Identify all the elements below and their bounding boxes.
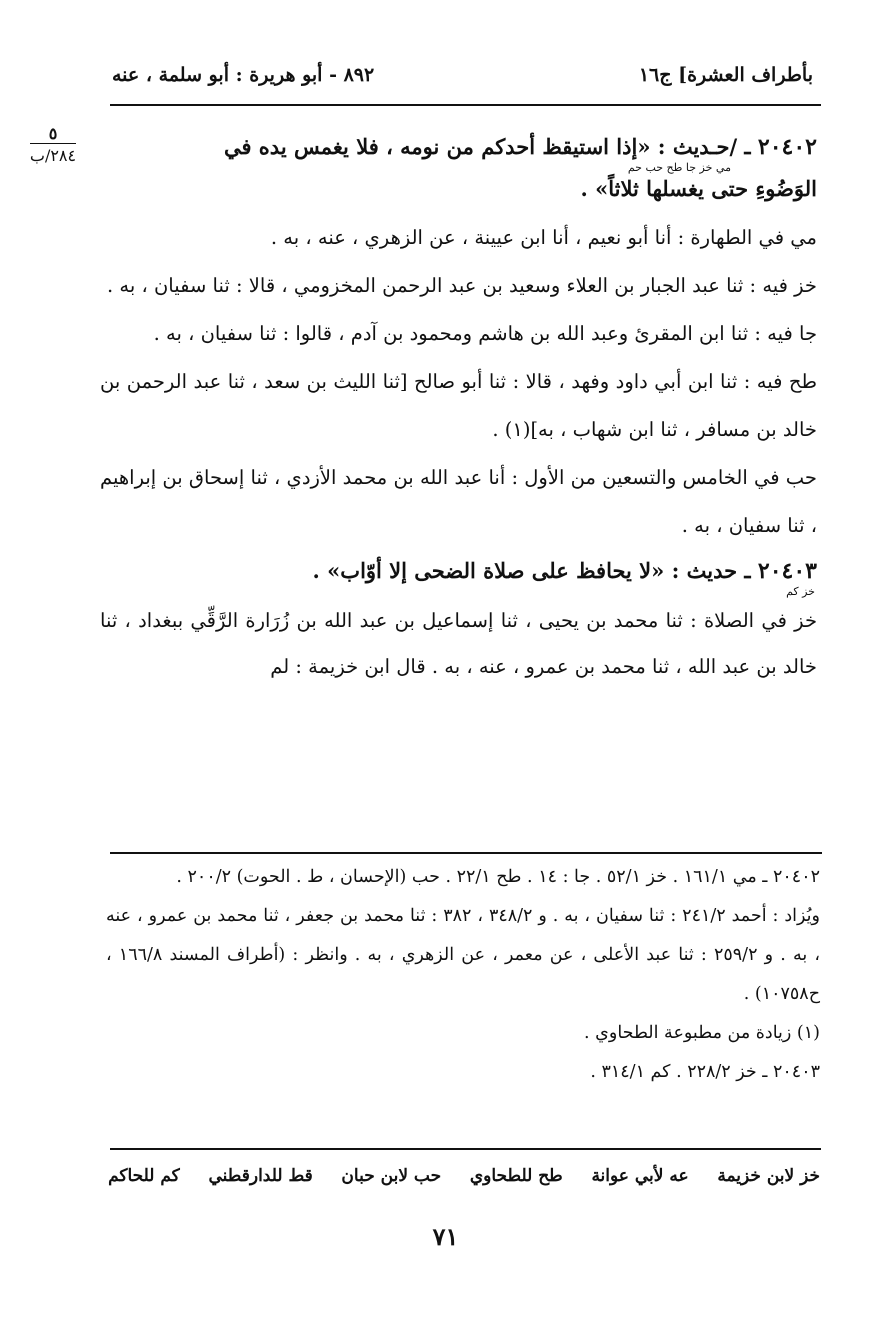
- isnad-tah: طح فيه : ثنا ابن أبي داود وفهد ، قالا : ثنا أبو صالح [ثنا الليث بن سعد ، ثنا عبد الرحمن بن خالد بن مسافر ، ثنا ابن شهاب ، به](١) .: [100, 370, 817, 441]
- isnad-hib: حب في الخامس والتسعين من الأول : أنا عبد الله بن محمد الأزدي ، ثنا إسحاق بن إبراهيم ، ثنا سفيان ، به .: [100, 466, 817, 537]
- legend-item: خز لابن خزيمة: [717, 1166, 820, 1186]
- hadith-sources-sigla: خز كم: [786, 585, 815, 598]
- running-header-section: ٨٩٢ - أبو هريرة : أبو سلمة ، عنه: [112, 64, 375, 86]
- footnote-sources-20402: ٢٠٤٠٢ ـ مي ١٦١/١ . خز ٥٢/١ . جا : ١٤ . طح ٢٢/١ . حب (الإحسان ، ط . الحوت) ٢٠٠/٢ .: [176, 867, 820, 887]
- legend-item: حب لابن حبان: [341, 1166, 442, 1186]
- legend-divider: [110, 1148, 821, 1150]
- hadith-text: ـ /حـديث : «إذا استيقظ أحدكم من نومه ، فلا يغمس يده في: [223, 134, 758, 159]
- margin-note-divider: [30, 143, 76, 144]
- legend-item: عه لأبي عوانة: [591, 1166, 689, 1186]
- margin-note: [18, 124, 88, 165]
- legend-item: طح للطحاوي: [469, 1166, 563, 1186]
- isnad-ja: جا فيه : ثنا ابن المقرئ وعبد الله بن هاشم ومحمود بن آدم ، قالوا : ثنا سفيان ، به .: [153, 322, 817, 345]
- footnote-divider: [110, 852, 822, 854]
- running-header-title: بأطراف العشرة] ج١٦: [638, 64, 813, 86]
- isnad-khuz: خز فيه : ثنا عبد الجبار بن العلاء وسعيد بن عبد الرحمن المخزومي ، قالا : ثنا سفيان ، به .: [107, 274, 817, 297]
- page-number: ٧١: [432, 1222, 459, 1251]
- isnad-mi: مي في الطهارة : أنا أبو نعيم ، أنا ابن عيينة ، عن الزهري ، عنه ، به .: [270, 226, 817, 249]
- hadith-number: ٢٠٤٠٣: [757, 558, 817, 584]
- hadith-text: ـ حديث : «لا يحافظ على صلاة الضحى إلا أوّاب» .: [312, 558, 758, 583]
- hadith-heading: [100, 556, 817, 586]
- main-text: [100, 132, 817, 690]
- header-divider: [110, 104, 821, 106]
- footnote-additional: ويُزاد : أحمد ٢٤١/٢ : ثنا سفيان ، به . و ٣٤٨/٢ ، ٣٨٢ : ثنا محمد بن جعفر ، ثنا محمد بن عمرو ، عنه ، به . و ٢٥٩/٢ : ثنا عبد الأعلى ، عن معمر ، عن الزهري ، به . وانظر : (أطراف المسند ١٦٦/٨ ، ح١٠٧٥٨) .: [106, 906, 820, 1004]
- isnad-khuz-2: خز في الصلاة : ثنا محمد بن يحيى ، ثنا إسماعيل بن عبد الله بن زُرَارة الرَّقِّي ببغداد ، ثنا خالد بن عبد الله ، ثنا محمد بن عمرو ، عنه ، به . قال ابن خزيمة : لم: [100, 609, 817, 678]
- footnote-sources-20403: ٢٠٤٠٣ ـ خز ٢٢٨/٢ . كم ٣١٤/١ .: [590, 1062, 820, 1082]
- footnotes: [106, 858, 820, 1092]
- footnote-1: (١) زيادة من مطبوعة الطحاوي .: [584, 1023, 820, 1043]
- legend-item: كم للحاكم: [108, 1166, 180, 1186]
- abbreviation-legend: [108, 1166, 820, 1186]
- hadith-text-continued: الوَضُوءِ حتى يغسلها ثلاثاً» .: [580, 176, 817, 201]
- hadith-heading: [100, 132, 817, 162]
- legend-item: قط للدارقطني: [208, 1166, 313, 1186]
- margin-note-folio: ٢٨٤/ب: [29, 146, 77, 165]
- hadith-number: ٢٠٤٠٢: [757, 134, 817, 160]
- hadith-sources-sigla: مي خز جا طح حب حم: [627, 161, 731, 174]
- margin-note-number: ٥: [48, 124, 58, 143]
